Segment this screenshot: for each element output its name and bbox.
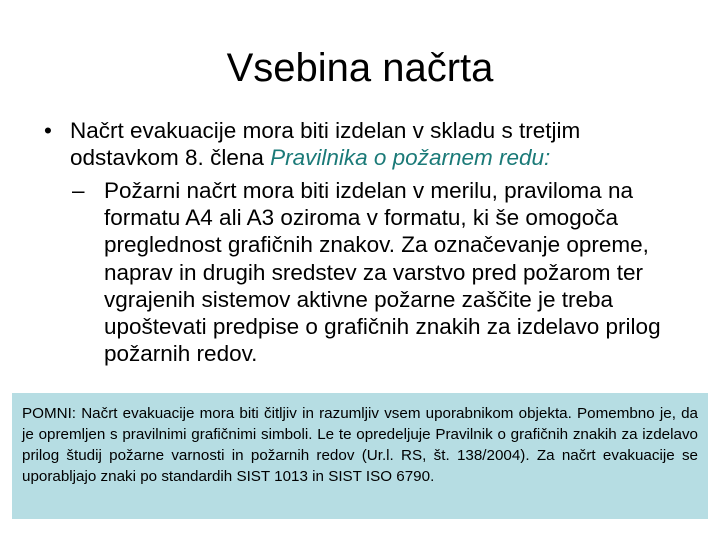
bullet-marker: • [44, 118, 52, 143]
bullet-text-line2: odstavkom 8. člena [70, 145, 271, 170]
sub-bullet-text: Požarni načrt mora biti izdelan v merilu, praviloma na formatu A4 ali A3 oziroma v formatu, ki še omogoča preglednost grafičnih znakov. Za označevanje opreme, naprav in drugih sredstev za varstvo pred požarom ter vgrajenih sistemov aktivne požarne zaščite je treba upoštevati predpise o grafičnih znakih za izdelavo prilog požarnih redov. [104, 178, 661, 367]
reminder-note-text: POMNI: Načrt evakuacije mora biti čitljiv in razumljiv vsem uporabnikom objekta. Pomembno je, da je opremljen s pravilnimi grafičnimi simboli. Le te opredeljuje Pravilnik o grafičnih znakih za izdelavo prilog študij požarne varnosti in požarnih redov (Ur.l. RS, št. 138/2004). Za načrt evakuacije se uporabljajo znaki po standardih SIST 1013 in SIST ISO 6790. [22, 405, 698, 485]
bullet-text-line1: Načrt evakuacije mora biti izdelan v skladu s tretjim [70, 118, 581, 143]
dash-marker: – [72, 178, 85, 203]
regulation-reference: Pravilnika o požarnem redu: [270, 145, 551, 170]
reminder-note-box [12, 393, 708, 519]
bullet-text [70, 117, 690, 171]
slide-title: Vsebina načrta [226, 46, 494, 90]
